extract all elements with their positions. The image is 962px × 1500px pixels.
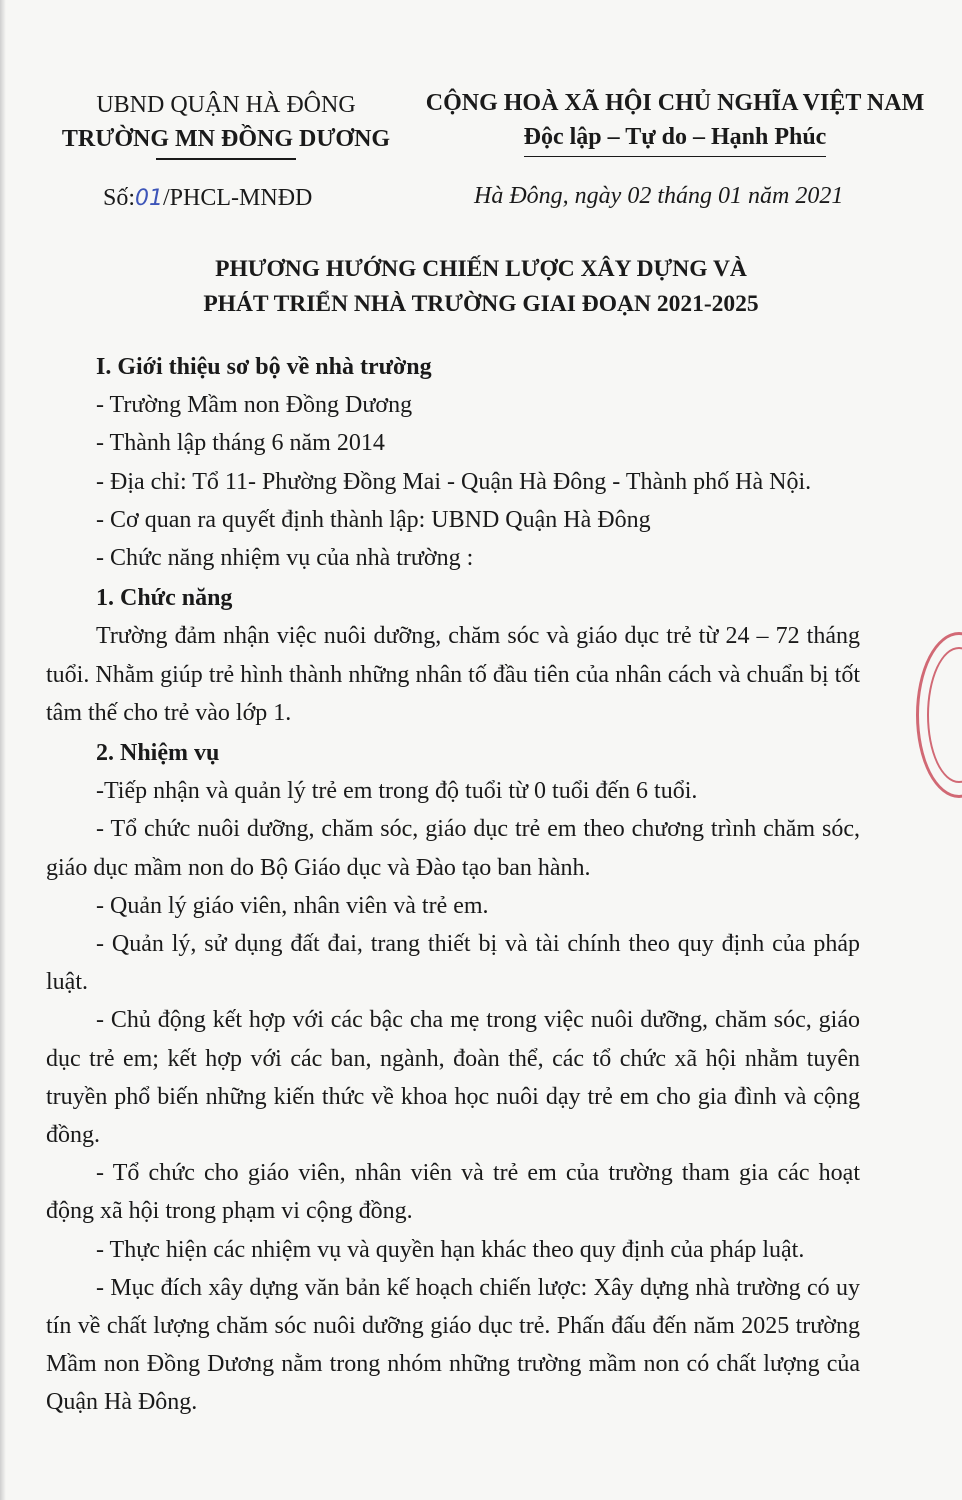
page-edge — [0, 0, 6, 1500]
national-heading — [420, 86, 930, 157]
issuing-organization — [40, 88, 412, 160]
document-number — [103, 185, 312, 212]
paragraph: - Quản lý giáo viên, nhân viên và trẻ em. — [96, 892, 489, 919]
country-name: CỘNG HOÀ XÃ HỘI CHỦ NGHĨA VIỆT NAM — [425, 90, 925, 116]
paragraph: - Chức năng nhiệm vụ của nhà trường : — [96, 545, 474, 572]
paragraph: - Quản lý, sử dụng đất đai, trang thiết bị và tài chính theo quy định của pháp luật. — [46, 931, 860, 996]
paragraph: - Chủ động kết hợp với các bậc cha mẹ trong việc nuôi dưỡng, chăm sóc, giáo dục trẻ em; kết hợp với các ban, ngành, đoàn thể, các tổ chức xã hội nhằm tuyên truyền phổ biến những kiến thức về khoa học nuôi dạy trẻ em cho gia đình và cộng đồng. — [46, 1007, 860, 1149]
paragraph: - Địa chỉ: Tổ 11- Phường Đồng Mai - Quận Hà Đông - Thành phố Hà Nội. — [96, 468, 812, 495]
red-stamp-edge — [916, 632, 962, 798]
paragraph: - Thành lập tháng 6 năm 2014 — [96, 430, 385, 457]
subsection-heading: 2. Nhiệm vụ — [96, 740, 220, 767]
title-line-1: PHƯƠNG HƯỚNG CHIẾN LƯỢC XÂY DỰNG VÀ — [215, 256, 747, 282]
doc-number-prefix: Số: — [103, 185, 136, 211]
doc-number-suffix: /PHCL-MNĐD — [163, 185, 313, 211]
section-heading: I. Giới thiệu sơ bộ về nhà trường — [96, 354, 432, 380]
document-date: Hà Đông, ngày 02 tháng 01 năm 2021 — [474, 183, 844, 209]
paragraph: -Tiếp nhận và quản lý trẻ em trong độ tuổi từ 0 tuổi đến 6 tuổi. — [96, 778, 698, 805]
school-name: TRƯỜNG MN ĐỒNG DƯƠNG — [61, 126, 391, 152]
paragraph: Trường đảm nhận việc nuôi dưỡng, chăm sóc và giáo dục trẻ từ 24 – 72 tháng tuổi. Nhằm giúp trẻ hình thành những nhân tố đầu tiên của nhân cách và chuẩn bị tốt tâm thế cho trẻ vào lớp 1. — [46, 623, 860, 726]
national-motto: Độc lập – Tự do – Hạnh Phúc — [524, 120, 827, 157]
paragraph: - Cơ quan ra quyết định thành lập: UBND Quận Hà Đông — [96, 506, 651, 533]
parent-authority: UBND QUẬN HÀ ĐÔNG — [96, 92, 356, 118]
school-name-underline — [156, 158, 296, 160]
paragraph: - Mục đích xây dựng văn bản kế hoạch chiến lược: Xây dựng nhà trường có uy tín về chất lượng chăm sóc nuôi dưỡng giáo dục trẻ. Phấn đấu đến năm 2025 trường Mầm non Đồng Dương nằm trong nhóm những trường mầm non có chất lượng của Quận Hà Đông. — [46, 1274, 860, 1416]
handwritten-number: 01 — [135, 186, 164, 211]
subsection-heading: 1. Chức năng — [96, 585, 233, 612]
paragraph: - Trường Mầm non Đồng Dương — [96, 392, 413, 419]
paragraph: - Tổ chức nuôi dưỡng, chăm sóc, giáo dục trẻ em theo chương trình chăm sóc, giáo dục mầm non do Bộ Giáo dục và Đào tạo ban hành. — [46, 816, 860, 881]
paragraph: - Tổ chức cho giáo viên, nhân viên và trẻ em của trường tham gia các hoạt động xã hội trong phạm vi cộng đồng. — [46, 1160, 860, 1225]
paragraph: - Thực hiện các nhiệm vụ và quyền hạn khác theo quy định của pháp luật. — [96, 1236, 805, 1263]
document-body — [46, 348, 860, 1422]
document-title — [0, 252, 962, 322]
title-line-2: PHÁT TRIỂN NHÀ TRƯỜNG GIAI ĐOẠN 2021-2025 — [203, 291, 759, 317]
